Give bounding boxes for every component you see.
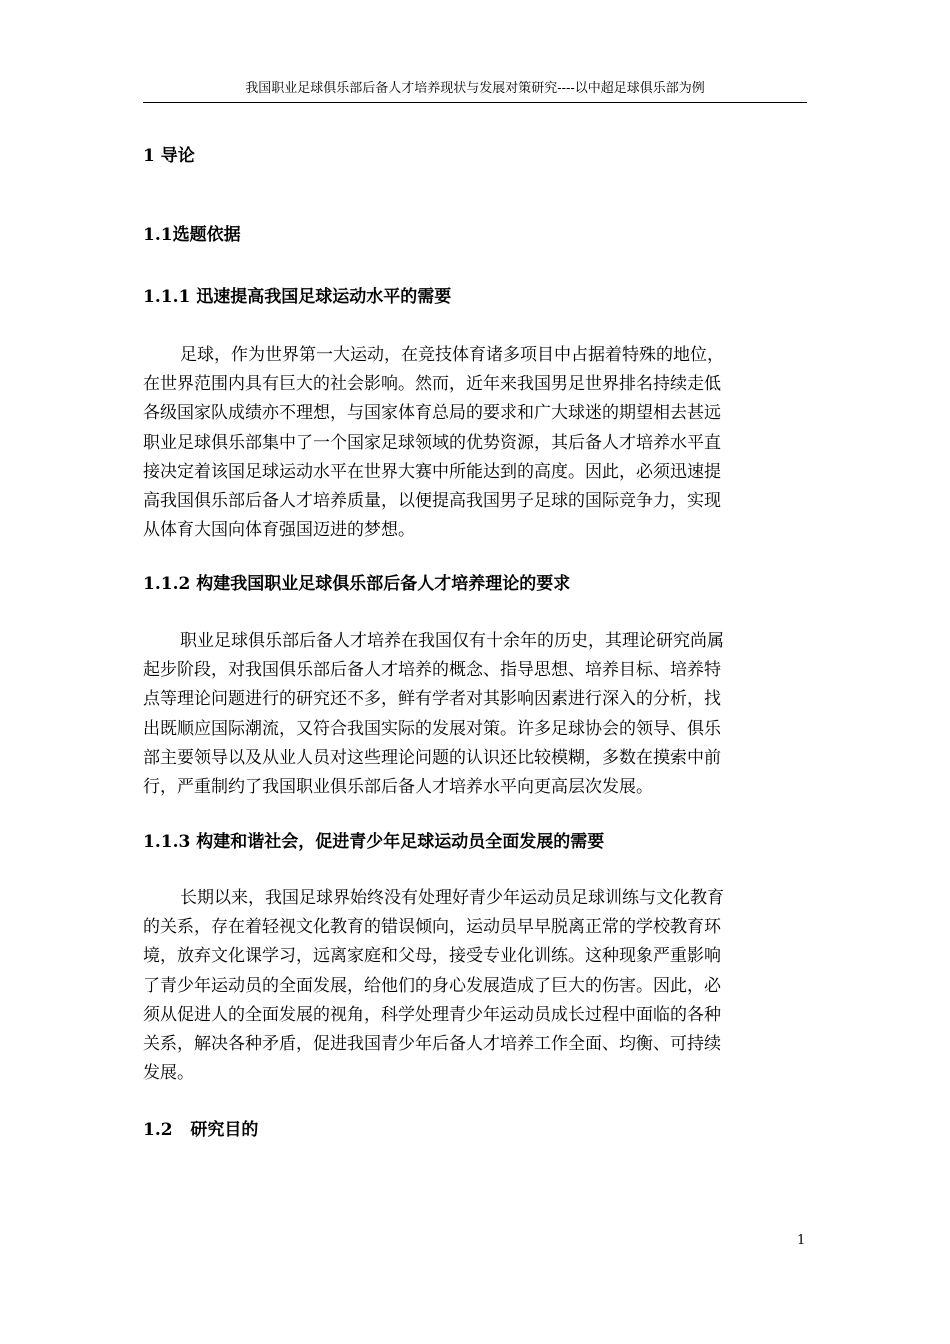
paragraph-line: 出既顺应国际潮流，又符合我国实际的发展对策。许多足球协会的领导、俱乐	[143, 718, 721, 739]
running-header: 我国职业足球俱乐部后备人才培养现状与发展对策研究----以中超足球俱乐部为例	[245, 81, 705, 96]
subsection-heading-1-1-2: 1.1.2 构建我国职业足球俱乐部后备人才培养理论的要求	[143, 574, 571, 594]
paragraph-line: 高我国俱乐部后备人才培养质量，以便提高我国男子足球的国际竞争力，实现	[143, 491, 721, 512]
page-number: 1	[797, 1233, 806, 1248]
paragraph-line: 接决定着该国足球运动水平在世界大赛中所能达到的高度。因此，必须迅速提	[143, 461, 721, 482]
paragraph-3	[143, 884, 807, 1088]
paragraph-line: 须从促进人的全面发展的视角，科学处理青少年运动员成长过程中面临的各种	[143, 1004, 721, 1025]
paragraph-line: 关系，解决各种矛盾，促进我国青少年后备人才培养工作全面、均衡、可持续	[143, 1034, 721, 1055]
paragraph-line: 发展。	[143, 1063, 194, 1084]
subsection-heading-1-1-3: 1.1.3 构建和谐社会，促进青少年足球运动员全面发展的需要	[143, 832, 605, 852]
paragraph-line: 行，严重制约了我国职业俱乐部后备人才培养水平向更高层次发展。	[143, 777, 653, 798]
paragraph-1	[143, 341, 807, 545]
subsection-heading-1-1-1: 1.1.1 迅速提高我国足球运动水平的需要	[143, 287, 452, 307]
paragraph-line: 点等理论问题进行的研究还不多，鲜有学者对其影响因素进行深入的分析，找	[143, 689, 721, 710]
paragraph-line: 部主要领导以及从业人员对这些理论问题的认识还比较模糊，多数在摸索中前	[143, 747, 721, 768]
section-heading-1-1: 1.1选题依据	[143, 225, 241, 245]
paragraph-line: 了青少年运动员的全面发展，给他们的身心发展造成了巨大的伤害。因此，必	[143, 975, 721, 996]
paragraph-line: 职业足球俱乐部集中了一个国家足球领域的优势资源，其后备人才培养水平直	[143, 432, 721, 453]
paragraph-line: 起步阶段，对我国俱乐部后备人才培养的概念、指导思想、培养目标、培养特	[143, 660, 721, 681]
paragraph-line: 足球，作为世界第一大运动，在竞技体育诸多项目中占据着特殊的地位，	[180, 345, 724, 365]
paragraph-line: 境，放弃文化课学习，远离家庭和父母，接受专业化训练。这种现象严重影响	[143, 946, 721, 967]
section-heading-1-2: 1.2 研究目的	[143, 1120, 259, 1140]
paragraph-2	[143, 627, 807, 802]
paragraph-line: 职业足球俱乐部后备人才培养在我国仅有十余年的历史，其理论研究尚属	[180, 631, 724, 651]
header-rule	[143, 102, 807, 103]
paragraph-line: 长期以来，我国足球界始终没有处理好青少年运动员足球训练与文化教育	[180, 888, 724, 908]
chapter-heading: 1 导论	[143, 146, 195, 166]
paragraph-line: 各级国家队成绩亦不理想，与国家体育总局的要求和广大球迷的期望相去甚远	[143, 403, 721, 424]
paragraph-line: 从体育大国向体育强国迈进的梦想。	[143, 520, 415, 541]
paragraph-line: 在世界范围内具有巨大的社会影响。然而，近年来我国男足世界排名持续走低	[143, 374, 721, 395]
paragraph-line: 的关系，存在着轻视文化教育的错误倾向，运动员早早脱离正常的学校教育环	[143, 917, 721, 938]
